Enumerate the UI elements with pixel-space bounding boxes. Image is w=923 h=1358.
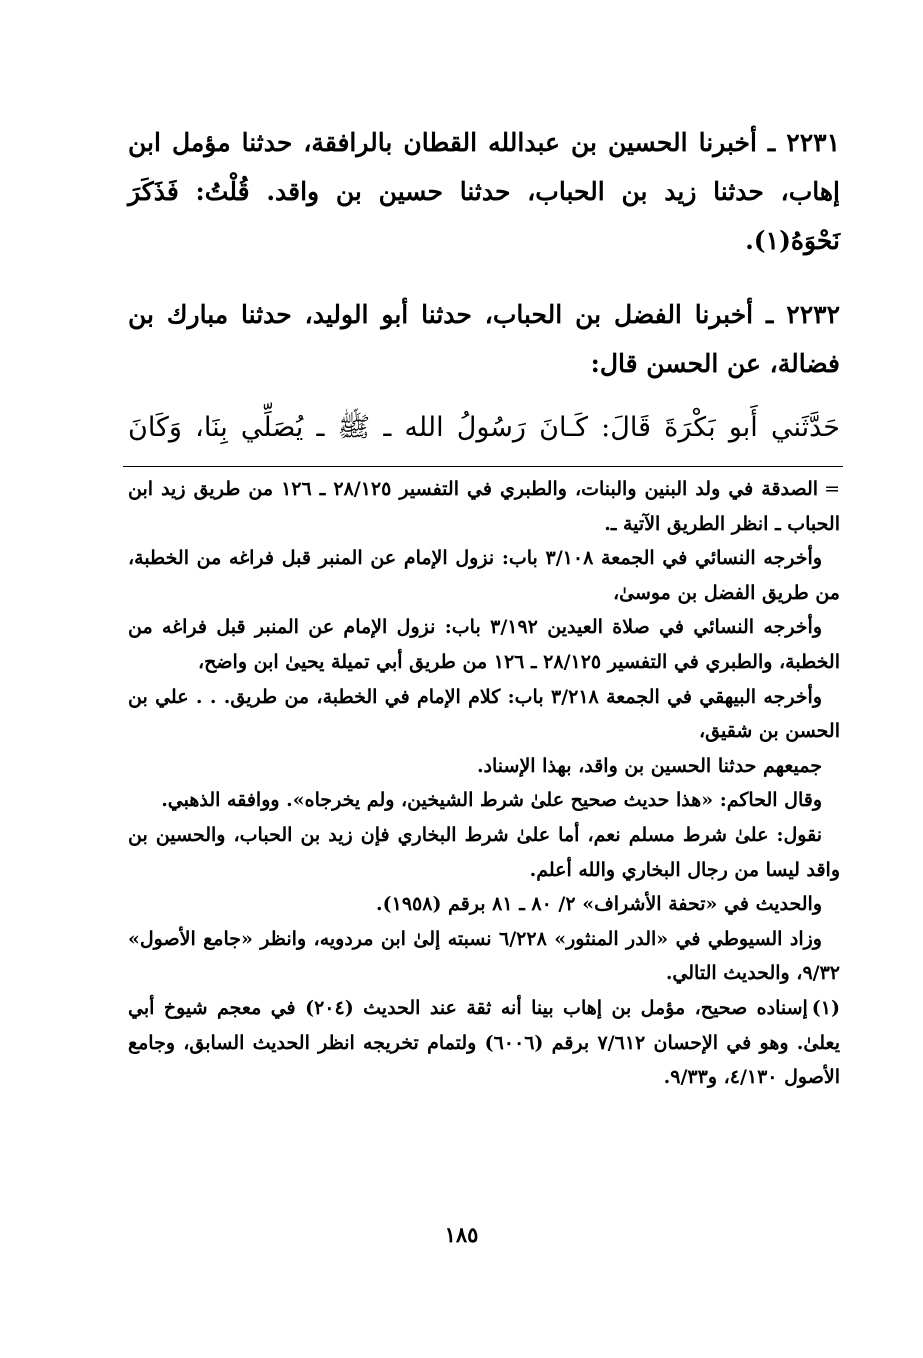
footnote-separator xyxy=(123,466,843,467)
page-number: ١٨٥ xyxy=(444,1222,479,1247)
note-paragraph: وأخرجه النسائي في الجمعة ٣/١٠٨ باب: نزول الإمام عن المنبر قبل فراغه من الخطبة، من طريق الفضل بن موسىٰ، xyxy=(128,547,840,604)
note-paragraph: والحديث في «تحفة الأشراف» ٢/ ٨٠ ـ ٨١ برقم (١٩٥٨). xyxy=(376,893,822,916)
continuation-mark: = xyxy=(824,478,841,500)
footnotes-section xyxy=(128,472,840,1095)
note-paragraph: وأخرجه النسائي في صلاة العيدين ٣/١٩٢ باب: نزول الإمام عن المنبر قبل فراغه من الخطبة، والطبري في التفسير ٢٨/١٢٥ ـ ١٢٦ من طريق أبي تميلة يحيىٰ ابن واضح، xyxy=(128,616,840,673)
note-paragraph: نقول: علىٰ شرط مسلم نعم، أما علىٰ شرط البخاري فإن زيد بن الحباب، والحسين بن واقد ليسا من رجال البخاري والله أعلم. xyxy=(128,823,840,881)
note-paragraph: وأخرجه البيهقي في الجمعة ٣/٢١٨ باب: كلام الإمام في الخطبة، من طريق. . . علي بن الحسن بن شقيق، xyxy=(128,685,840,743)
footnote-text: إسناده صحيح، مؤمل بن إهاب بينا أنه ثقة عند الحديث (٢٠٤) في معجم شيوخ أبي يعلىٰ. وهو في الإحسان ٧/٦١٢ برقم (٦٠٠٦) ولتمام تخريجه انظر الحديث السابق، وجامع الأصول ٤/١٣٠، و٩/٣٣. xyxy=(128,996,840,1089)
footnote-number: (١) xyxy=(811,996,841,1019)
hadith-2232: ٢٢٣٢ ـ أخبرنا الفضل بن الحباب، حدثنا أبو الوليد، حدثنا مبارك بن فضالة، عن الحسن قال: xyxy=(128,300,840,378)
hadith-2231: ٢٢٣١ ـ أخبرنا الحسين بن عبدالله القطان بالرافقة، حدثنا مؤمل ابن إهاب، حدثنا زيد بن الحباب، حدثنا حسين بن واقد. قُلْتُ: فَذَكَرَ نَحْوَهُ(١). xyxy=(128,128,840,255)
note-paragraph: جميعهم حدثنا الحسين بن واقد، بهذا الإسناد. xyxy=(476,754,822,777)
footnote-1 xyxy=(128,991,840,1095)
prophetic-text-line: حَدَّثَني أَبو بَكْرَةَ قَالَ: كَـانَ رَسُولُ الله ـ ﷺ ـ يُصَلِّي بِنَا، وَكَانَ xyxy=(128,412,840,443)
note-paragraph: وقال الحاكم: «هذا حديث صحيح علىٰ شرط الشيخين، ولم يخرجاه». ووافقه الذهبي. xyxy=(161,789,822,812)
note-text: الصدقة في ولد البنين والبنات، والطبري في التفسير ٢٨/١٢٥ ـ ١٢٦ من طريق زيد ابن الحباب ـ انظر الطريق الآتية ـ. xyxy=(128,478,840,535)
note-paragraph: وزاد السيوطي في «الدر المنثور» ٦/٢٢٨ نسبته إلىٰ ابن مردويه، وانظر «جامع الأصول» ٩/٣٢، والحديث التالي. xyxy=(128,927,840,985)
footnote-continuation xyxy=(128,472,840,541)
